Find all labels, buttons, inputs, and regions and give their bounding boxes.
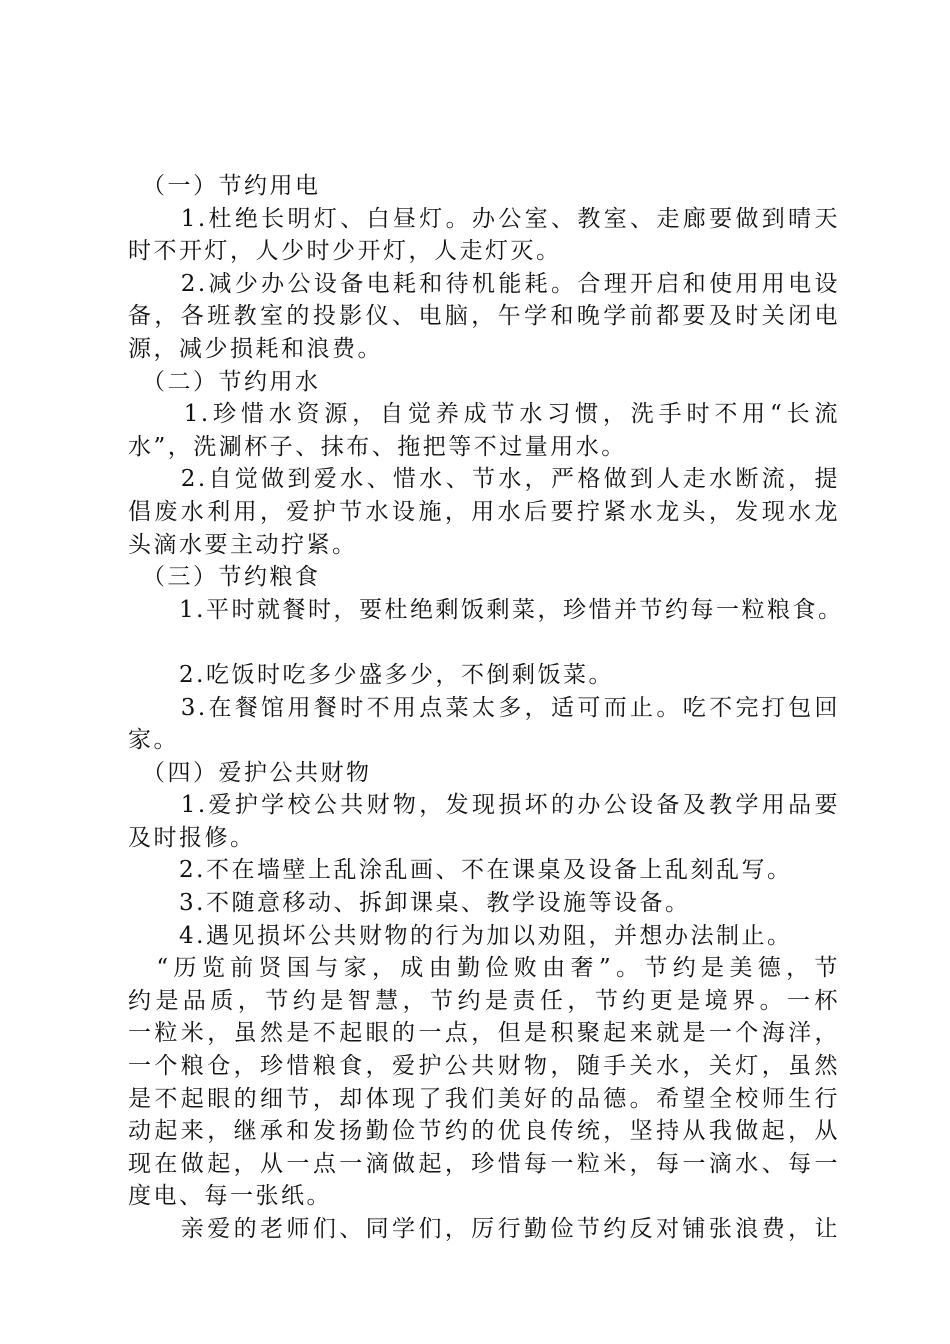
text-line: 及时报修。 bbox=[128, 824, 256, 851]
text-line: “历览前贤国与家，成由勤俭败由奢”。节约是美德，节 bbox=[128, 955, 840, 982]
heading-save-water: （二）节约用水 bbox=[128, 368, 321, 395]
text-line: 2.不在墙壁上乱涂乱画、不在课桌及设备上乱刻乱写。 bbox=[128, 857, 793, 884]
text-line: 亲爱的老师们、同学们，厉行勤俭节约反对铺张浪费，让 bbox=[128, 1216, 840, 1242]
text-line: 源，减少损耗和浪费。 bbox=[128, 335, 383, 362]
text-line: 2.自觉做到爱水、惜水、节水，严格做到人走水断流，提 bbox=[128, 466, 840, 493]
text-line: 2.吃饭时吃多少盛多少，不倒剩饭菜。 bbox=[128, 661, 614, 688]
text-line: 2.减少办公设备电耗和待机能耗。合理开启和使用用电设 bbox=[128, 270, 840, 297]
blank-line bbox=[128, 626, 840, 659]
text-line: 3.在餐馆用餐时不用点菜太多，适可而止。吃不完打包回 bbox=[128, 694, 840, 721]
text-line: 1.珍惜水资源，自觉养成节水习惯，洗手时不用“长流 bbox=[128, 401, 840, 428]
heading-protect-property: （四）爱护公共财物 bbox=[128, 759, 372, 786]
text-line: 4.遇见损坏公共财物的行为加以劝阻，并想办法制止。 bbox=[128, 922, 793, 949]
heading-save-electricity: （一）节约用电 bbox=[128, 173, 321, 199]
heading-save-food: （三）节约粮食 bbox=[128, 564, 321, 591]
text-line: 动起来，继承和发扬勤俭节约的优良传统，坚持从我做起，从 bbox=[128, 1118, 840, 1145]
text-line: 3.不随意移动、拆卸课桌、教学设施等设备。 bbox=[128, 890, 691, 917]
text-line: 头滴水要主动拧紧。 bbox=[128, 531, 358, 558]
text-line: 现在做起，从一点一滴做起，珍惜每一粒米，每一滴水、每一 bbox=[128, 1150, 840, 1177]
text-line: 水”，洗涮杯子、抹布、拖把等不过量用水。 bbox=[128, 433, 627, 460]
text-line: 时不开灯，人少时少开灯，人走灯灭。 bbox=[128, 238, 562, 265]
text-line: 一个粮仓，珍惜粮食，爱护公共财物，随手关水，关灯，虽然 bbox=[128, 1053, 840, 1080]
text-line: 是不起眼的细节，却体现了我们美好的品德。希望全校师生行 bbox=[128, 1085, 840, 1112]
text-line: 度电、每一张纸。 bbox=[128, 1183, 332, 1210]
text-line: 家。 bbox=[128, 727, 179, 754]
document-body bbox=[128, 170, 844, 1246]
text-line: 约是品质，节约是智慧，节约是责任，节约更是境界。一杯 bbox=[128, 987, 840, 1014]
text-line: 1.爱护学校公共财物，发现损坏的办公设备及教学用品要 bbox=[128, 792, 840, 819]
text-line: 1.杜绝长明灯、白昼灯。办公室、教室、走廊要做到晴天 bbox=[128, 205, 840, 232]
text-line: 备，各班教室的投影仪、电脑，午学和晚学前都要及时关闭电 bbox=[128, 303, 840, 330]
text-line: 1.平时就餐时，要杜绝剩饭剩菜，珍惜并节约每一粒粮食。 bbox=[128, 596, 844, 623]
text-line: 倡废水利用，爱护节水设施，用水后要拧紧水龙头，发现水龙 bbox=[128, 498, 840, 525]
text-line: 一粒米，虽然是不起眼的一点，但是积聚起来就是一个海洋， bbox=[128, 1020, 840, 1047]
